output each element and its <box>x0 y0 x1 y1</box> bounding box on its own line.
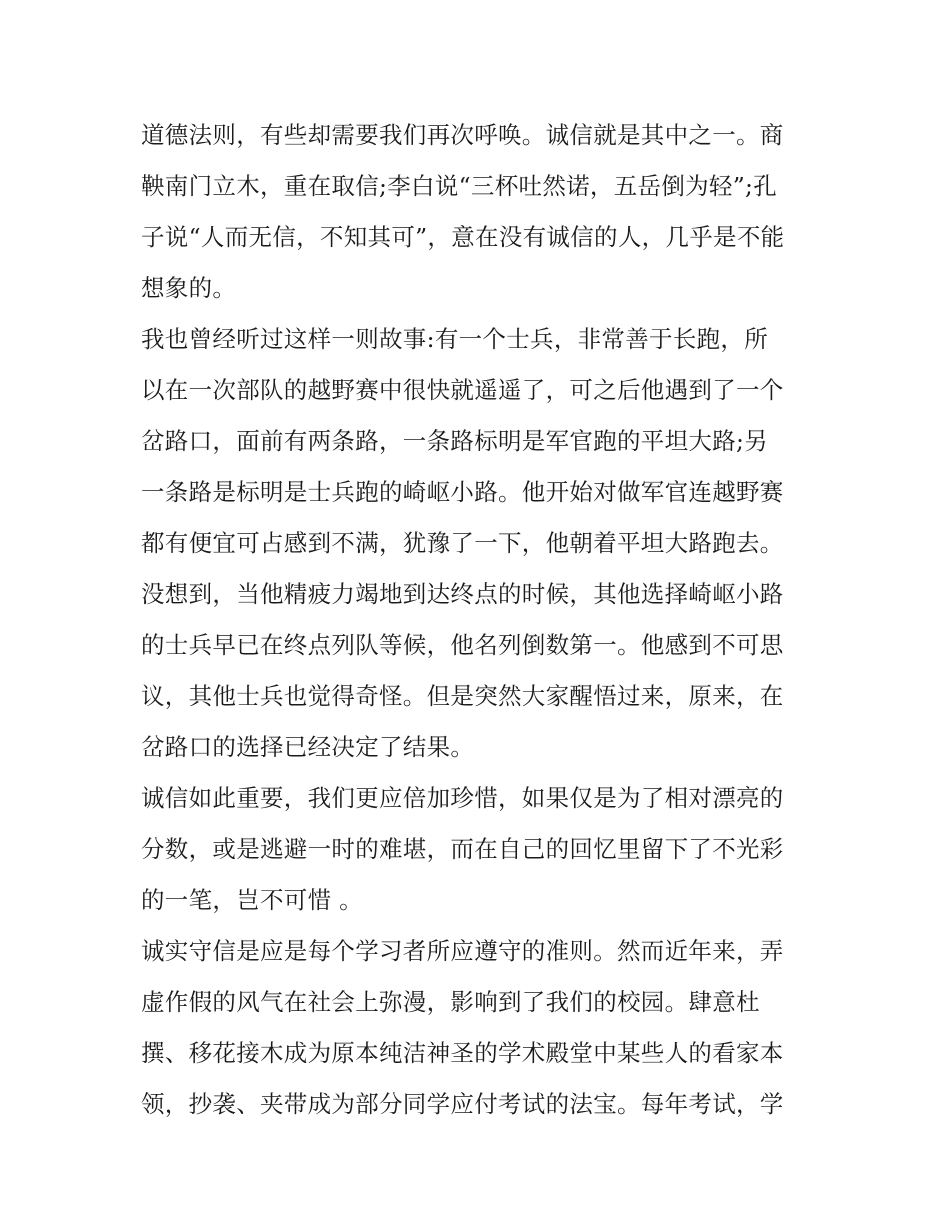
text-line: 诚信如此重要，我们更应倍加珍惜，如果仅是为了相对漂亮的 <box>141 784 784 812</box>
text-line: 分数，或是逃避一时的难堪，而在自己的回忆里留下了不光彩 <box>141 835 784 863</box>
text-line: 的一笔，岂不可惜 。 <box>141 886 363 914</box>
text-line: 撰、移花接木成为原本纯洁神圣的学术殿堂中某些人的看家本 <box>141 1039 784 1067</box>
text-line: 岔路口的选择已经决定了结果。 <box>141 733 475 761</box>
text-line: 没想到，当他精疲力竭地到达终点的时候，其他选择崎岖小路 <box>141 580 784 608</box>
text-line: 都有便宜可占感到不满，犹豫了一下，他朝着平坦大路跑去。 <box>141 529 784 557</box>
body-text <box>141 110 821 1130</box>
text-line: 以在一次部队的越野赛中很快就遥遥了，可之后他遇到了一个 <box>141 376 784 404</box>
text-line: 诚实守信是应是每个学习者所应遵守的准则。然而近年来，弄 <box>141 937 784 965</box>
text-line: 的士兵早已在终点列队等候，他名列倒数第一。他感到不可思 <box>141 631 784 659</box>
text-line: 想象的。 <box>141 274 237 302</box>
text-line: 议，其他士兵也觉得奇怪。但是突然大家醒悟过来，原来，在 <box>141 682 784 710</box>
text-line: 虚作假的风气在社会上弥漫，影响到了我们的校园。肆意杜 <box>141 988 760 1016</box>
text-line: 道德法则，有些却需要我们再次呼唤。诚信就是其中之一。商 <box>141 121 784 149</box>
text-line: 我也曾经听过这样一则故事:有一个士兵，非常善于长跑，所 <box>141 325 769 353</box>
text-line: 子说“人而无信，不知其可”，意在没有诚信的人，几乎是不能 <box>141 223 785 251</box>
text-line: 岔路口，面前有两条路，一条路标明是军官跑的平坦大路;另 <box>141 427 769 455</box>
text-line: 领，抄袭、夹带成为部分同学应付考试的法宝。每年考试，学 <box>141 1090 784 1118</box>
text-line: 鞅南门立木，重在取信;李白说“三杯吐然诺，五岳倒为轻”;孔 <box>141 172 778 200</box>
text-line: 一条路是标明是士兵跑的崎岖小路。他开始对做军官连越野赛 <box>141 478 784 506</box>
